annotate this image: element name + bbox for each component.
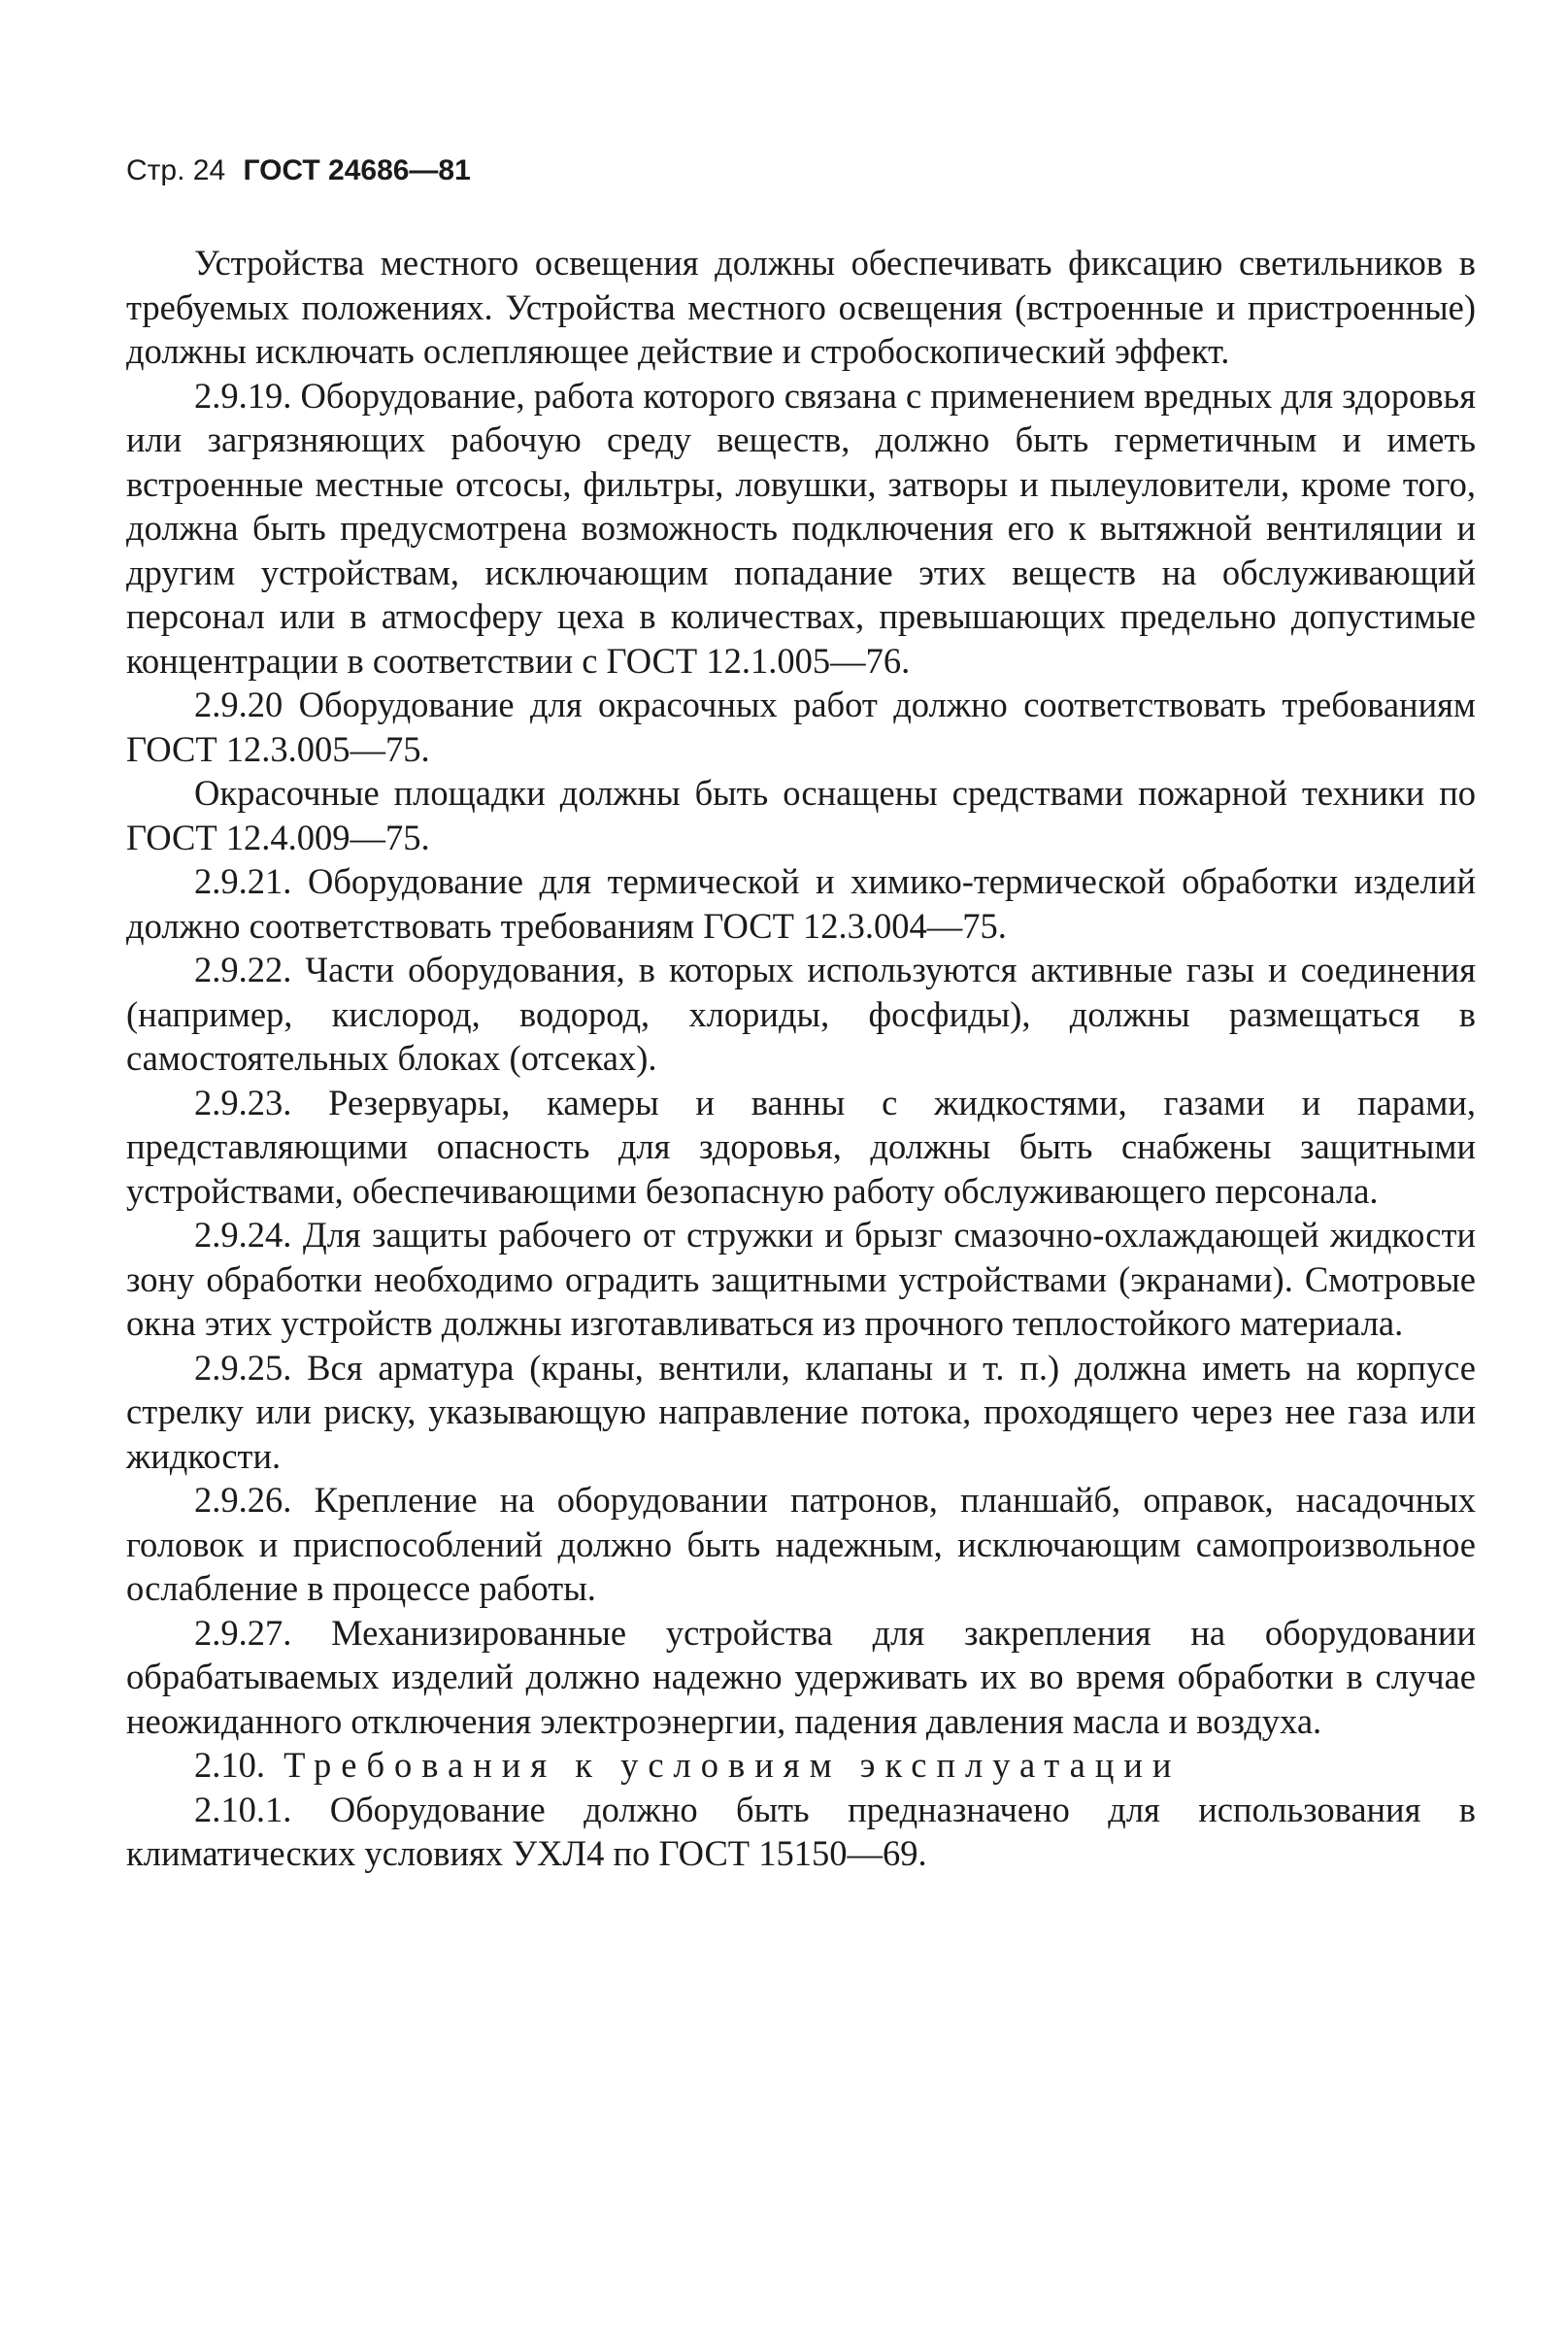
- paragraph-2-9-26: 2.9.26. Крепление на оборудовании патронов, планшайб, оправок, насадочных головок и приспособлений должно быть надежным, исключающим самопроизвольное ослабление в процессе работы.: [126, 1480, 1476, 1608]
- paragraph-2-9-21: 2.9.21. Оборудование для термической и химико-термической обработки изделий должно соответствовать требованиям ГОСТ 12.3.004—75.: [126, 861, 1476, 946]
- page-number: Стр. 24: [126, 154, 226, 186]
- paragraph-2-9-24: 2.9.24. Для защиты рабочего от стружки и брызг смазочно-охлаждающей жидкости зону обработки необходимо оградить защитными устройствами (экранами). Смотровые окна этих устройств должны изготавливаться из прочного теплостойкого материала.: [126, 1215, 1476, 1343]
- paragraph-2-9-27: 2.9.27. Механизированные устройства для закрепления на оборудовании обрабатываемых изделий должно надежно удерживать их во время обработки в случае неожиданного отключения электроэнергии, падения давления масла и воздуха.: [126, 1612, 1476, 1741]
- paragraph-2-9-22: 2.9.22. Части оборудования, в которых используются активные газы и соединения (например, кислород, водород, хлориды, фосфиды), должны размещаться в самостоятельных блоках (отсеках).: [126, 950, 1476, 1078]
- paragraph-2-9-23: 2.9.23. Резервуары, камеры и ванны с жидкостями, газами и парами, представляющими опасность для здоровья, должны быть снабжены защитными устройствами, обеспечивающими безопасную работу обслуживающего персонала.: [126, 1082, 1476, 1211]
- section-title: Требования к условиям эксплуатации: [284, 1745, 1182, 1785]
- page-header: [126, 153, 471, 188]
- paragraph-2-10-1: 2.10.1. Оборудование должно быть предназначено для использования в климатических условиях УХЛ4 по ГОСТ 15150—69.: [126, 1789, 1476, 1873]
- paragraph-2-9-20: 2.9.20 Оборудование для окрасочных работ должно соответствовать требованиям ГОСТ 12.3.005—75.: [126, 685, 1476, 769]
- standard-designation: ГОСТ 24686—81: [243, 154, 471, 186]
- section-number: 2.10.: [194, 1745, 265, 1785]
- paragraph-2-9-19: 2.9.19. Оборудование, работа которого связана с применением вредных для здоровья или загрязняющих рабочую среду веществ, должно быть герметичным и иметь встроенные местные отсосы, фильтры, ловушки, затворы и пылеуловители, кроме того, должна быть предусмотрена возможность подключения его к вытяжной вентиляции и другим устройствам, исключающим попадание этих веществ на обслуживающий персонал или в атмосферу цеха в количествах, превышающих предельно допустимые концентрации в соответствии с ГОСТ 12.1.005—76.: [126, 375, 1476, 681]
- paragraph-painting-areas: Окрасочные площадки должны быть оснащены средствами пожарной техники по ГОСТ 12.4.009—75.: [126, 773, 1476, 857]
- document-body: [126, 241, 1476, 1876]
- section-heading-2-10: [126, 1743, 1476, 1788]
- paragraph-2-9-25: 2.9.25. Вся арматура (краны, вентили, клапаны и т. п.) должна иметь на корпусе стрелку или риску, указывающую направление потока, проходящего через нее газа или жидкости.: [126, 1347, 1476, 1476]
- paragraph-local-lighting: Устройства местного освещения должны обеспечивать фиксацию светильников в требуемых положениях. Устройства местного освещения (встроенные и пристроенные) должны исключать ослепляющее действие и стробоскопический эффект.: [126, 243, 1476, 371]
